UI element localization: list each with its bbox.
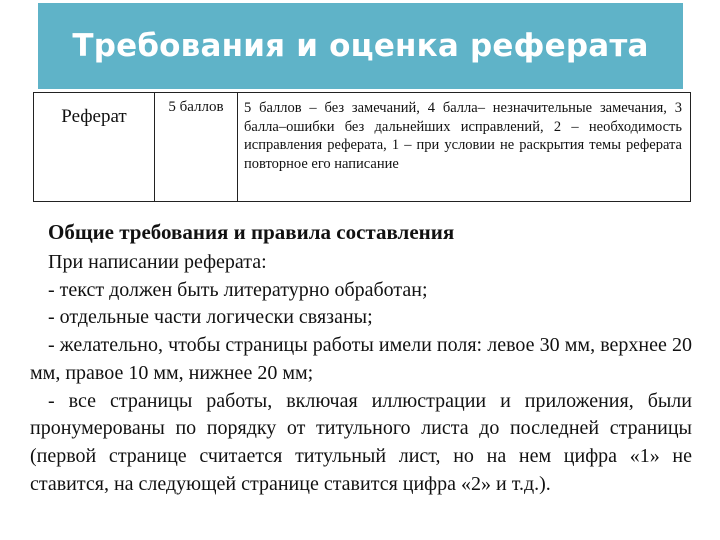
criteria-cell: 5 баллов – без замечаний, 4 балла– незначительные замечания, 3 балла–ошибки без дальнейших исправлений, 2 – необходимость исправления реферата, 1 – при условии не раскрытия темы реферата повторное его написание — [238, 93, 691, 202]
title-bar — [38, 3, 683, 89]
requirements-body — [30, 249, 692, 498]
slide-title: Требования и оценка реферата — [72, 28, 649, 64]
work-type-cell: Реферат — [34, 93, 155, 202]
requirements-heading: Общие требования и правила составления — [48, 220, 455, 244]
requirement-item: - все страницы работы, включая иллюстрации и приложения, были пронумерованы по порядку от титульного листа до последней страницы (первой странице считается титульный лист, но на нем цифра «1» не ставится, на следующей странице ставится цифра «2» и т.д.). — [30, 389, 692, 495]
requirement-item: - желательно, чтобы страницы работы имели поля: левое 30 мм, верхнее 20 мм, правое 10 мм, нижнее 20 мм; — [30, 334, 692, 384]
requirement-item: - отдельные части логически связаны; — [48, 306, 373, 329]
requirement-item: - текст должен быть литературно обработан; — [48, 278, 428, 301]
table-row — [34, 93, 691, 202]
max-score-cell: 5 баллов — [155, 93, 238, 202]
requirements-intro: При написании реферата: — [48, 251, 267, 273]
grading-table — [33, 92, 691, 202]
